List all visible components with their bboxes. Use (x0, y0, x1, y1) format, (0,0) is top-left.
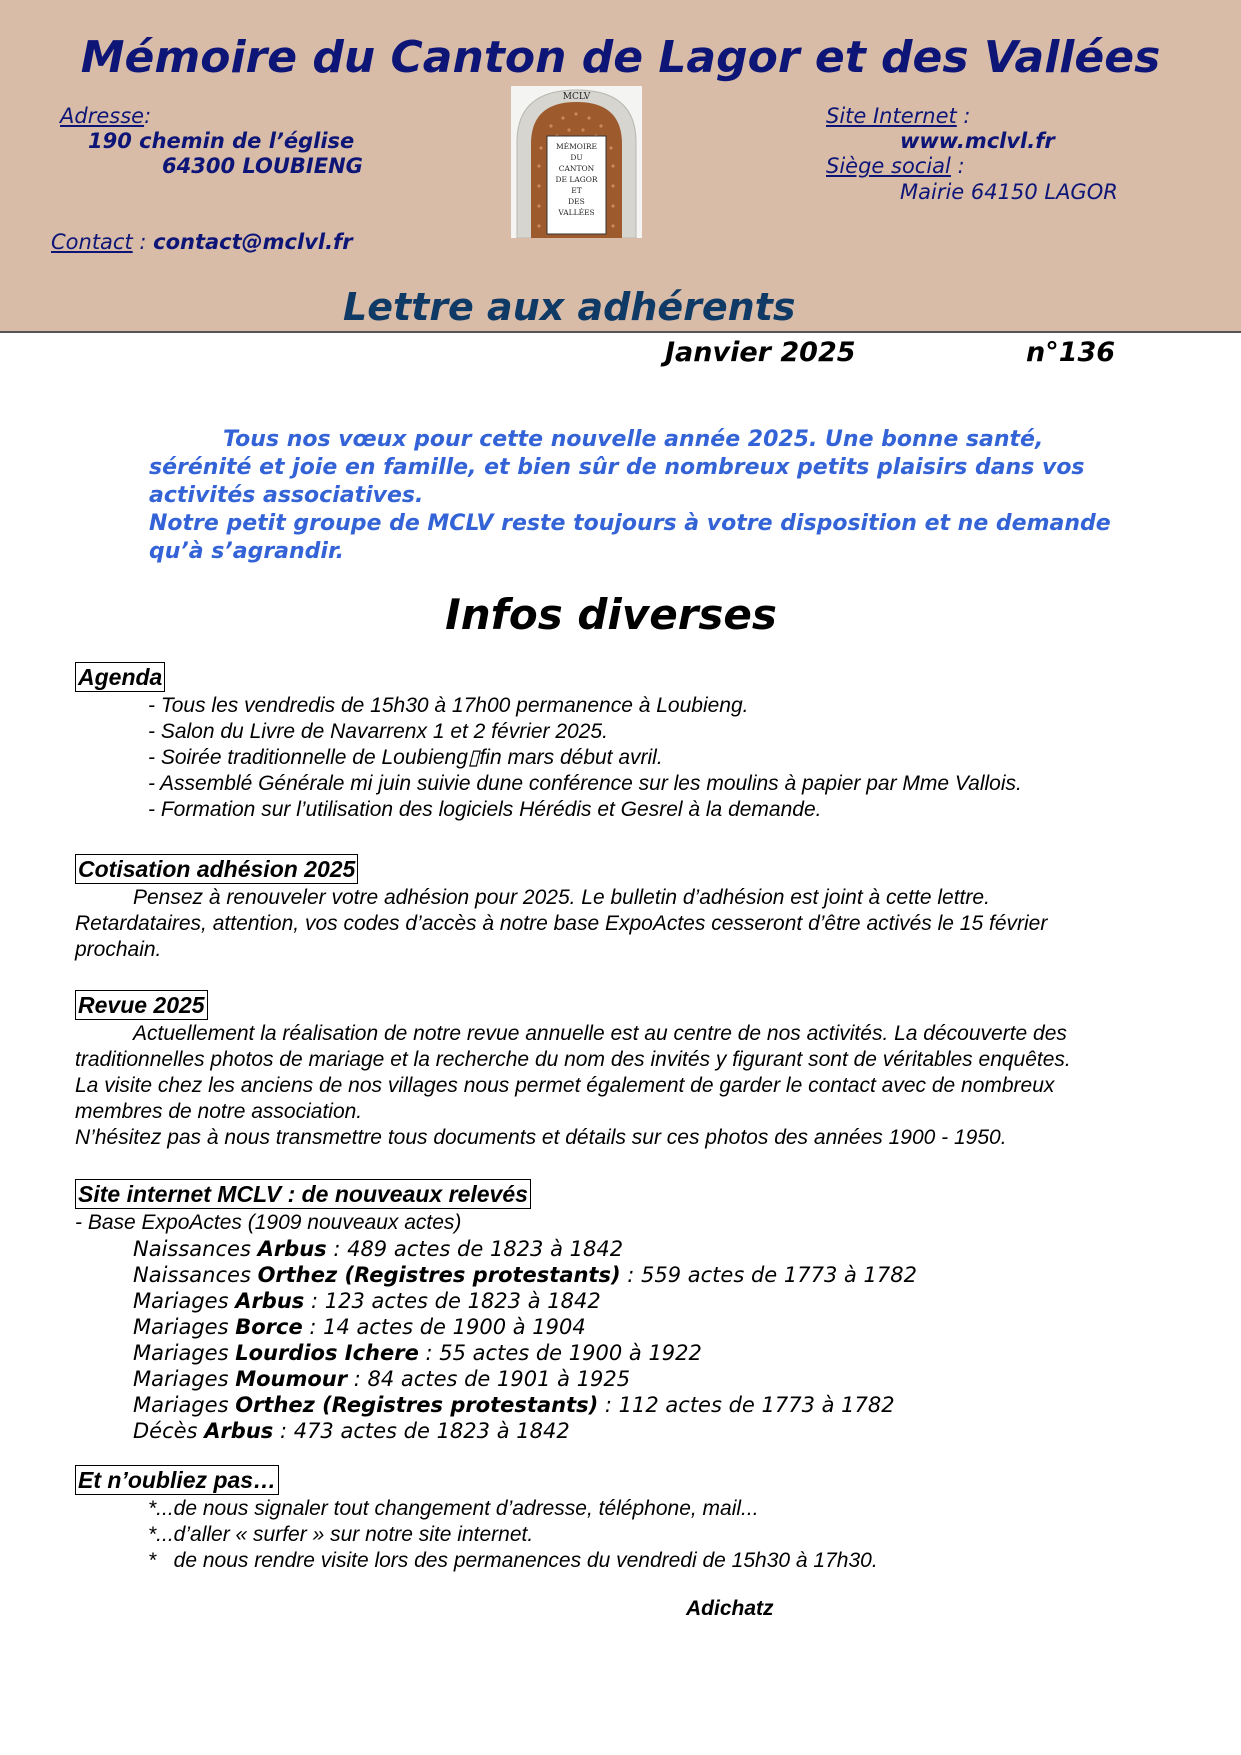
site-url[interactable]: www.mclvl.fr (900, 129, 1055, 153)
newsletter-title: Lettre aux adhérents (343, 285, 796, 329)
svg-text:VALLÉES: VALLÉES (558, 208, 595, 217)
reminder-item: * de nous rendre visite lors des permanences du vendredi de 15h30 à 17h30. (148, 1549, 878, 1572)
cotisation-section (75, 854, 1195, 963)
signature: Adichatz (686, 1597, 774, 1620)
agenda-item: - Soirée traditionnelle de Loubieng▯fin mars début avril. (148, 746, 663, 769)
new-year-greeting (149, 426, 1179, 566)
greeting-line: qu’à s’agrandir. (149, 539, 345, 564)
revue-section (75, 990, 1195, 1151)
issue-number: n°136 (1026, 337, 1116, 368)
svg-text:DE LAGOR: DE LAGOR (555, 175, 598, 184)
reminder-item: *...de nous signaler tout changement d’adresse, téléphone, mail... (148, 1497, 759, 1520)
svg-text:DU: DU (570, 153, 583, 162)
greeting-line: Tous nos vœux pour cette nouvelle année 2025. Une bonne santé, (223, 427, 1044, 452)
releve-item: Mariages Moumour : 84 actes de 1901 à 1925 (133, 1367, 631, 1391)
site-title: Site internet MCLV : de nouveaux relevés (75, 1179, 531, 1209)
site-label: Site Internet (826, 104, 957, 128)
releve-item: Mariages Arbus : 123 actes de 1823 à 1842 (133, 1289, 601, 1313)
infos-heading: Infos diverses (445, 590, 777, 639)
association-title: Mémoire du Canton de Lagor et des Vallées (80, 32, 1161, 83)
agenda-item: - Assemblé Générale mi juin suivie dune conférence sur les moulins à papier par Mme Vallois. (148, 772, 1022, 795)
greeting-line: Notre petit groupe de MCLV reste toujours à votre disposition et ne demande (149, 511, 1111, 536)
svg-text:MÉMOIRE: MÉMOIRE (555, 142, 598, 151)
revue-text: N’hésitez pas à nous transmettre tous documents et détails sur ces photos des années 1900 - 1950. (75, 1126, 1007, 1149)
revue-text: Actuellement la réalisation de notre revue annuelle est au centre de nos activités. La découverte des (133, 1022, 1067, 1045)
revue-text: membres de notre association. (75, 1100, 363, 1123)
agenda-section (75, 662, 1195, 823)
releve-item: Décès Arbus : 473 actes de 1823 à 1842 (133, 1419, 570, 1443)
siege-value: Mairie 64150 LAGOR (900, 180, 1118, 204)
site-section (75, 1179, 1195, 1444)
letterhead (0, 0, 1241, 333)
greeting-line: sérénité et joie en famille, et bien sûr de nombreux petits plaisirs dans vos (149, 455, 1085, 480)
releve-item: Naissances Arbus : 489 actes de 1823 à 1842 (133, 1237, 624, 1261)
agenda-title: Agenda (75, 662, 165, 692)
base-expoactes: - Base ExpoActes (1909 nouveaux actes) (75, 1211, 462, 1234)
releve-item: Mariages Lourdios Ichere : 55 actes de 1900 à 1922 (133, 1341, 702, 1365)
releve-item: Mariages Orthez (Registres protestants) : 112 actes de 1773 à 1782 (133, 1393, 895, 1417)
revue-text: traditionnelles photos de mariage et la recherche du nom des invités y figurant sont de véritables enquêtes. (75, 1048, 1071, 1071)
releve-item: Mariages Borce : 14 actes de 1900 à 1904 (133, 1315, 586, 1339)
svg-text:ET: ET (571, 186, 582, 195)
contact-line: Contact : contact@mclvl.fr (51, 230, 353, 254)
svg-text:DES: DES (568, 197, 585, 206)
siege-label: Siège social (826, 154, 951, 178)
address-line-2: 64300 LOUBIENG (162, 154, 363, 178)
reminder-section (75, 1465, 1195, 1574)
cotisation-text: prochain. (75, 938, 162, 961)
cotisation-text: Retardataires, attention, vos codes d’accès à notre base ExpoActes cesseront d’être activés le 15 février (75, 912, 1048, 935)
cotisation-title: Cotisation adhésion 2025 (75, 854, 358, 884)
logo-top-text: MCLV (562, 92, 591, 102)
site-label-line: Site Internet : (826, 104, 971, 128)
address-label-line: Adresse: (60, 104, 152, 128)
contact-email[interactable]: contact@mclvl.fr (153, 230, 353, 254)
svg-text:CANTON: CANTON (558, 164, 595, 173)
agenda-item: - Formation sur l’utilisation des logiciels Hérédis et Gesrel à la demande. (148, 798, 822, 821)
mclv-logo (511, 86, 642, 238)
agenda-item: - Salon du Livre de Navarrenx 1 et 2 février 2025. (148, 720, 608, 743)
contact-label: Contact (51, 230, 133, 254)
reminder-title: Et n’oubliez pas… (75, 1465, 279, 1495)
cotisation-text: Pensez à renouveler votre adhésion pour 2025. Le bulletin d’adhésion est joint à cette lettre. (133, 886, 990, 909)
agenda-item: - Tous les vendredis de 15h30 à 17h00 permanence à Loubieng. (148, 694, 749, 717)
greeting-line: activités associatives. (149, 483, 424, 508)
revue-title: Revue 2025 (75, 990, 208, 1020)
address-label: Adresse (60, 104, 145, 128)
revue-text: La visite chez les anciens de nos villages nous permet également de garder le contact avec de nombreux (75, 1074, 1055, 1097)
siege-label-line: Siège social : (826, 154, 965, 178)
address-line-1: 190 chemin de l’église (88, 129, 355, 153)
reminder-item: *...d’aller « surfer » sur notre site internet. (148, 1523, 534, 1546)
issue-date: Janvier 2025 (665, 337, 856, 368)
releve-item: Naissances Orthez (Registres protestants) : 559 actes de 1773 à 1782 (133, 1263, 917, 1287)
